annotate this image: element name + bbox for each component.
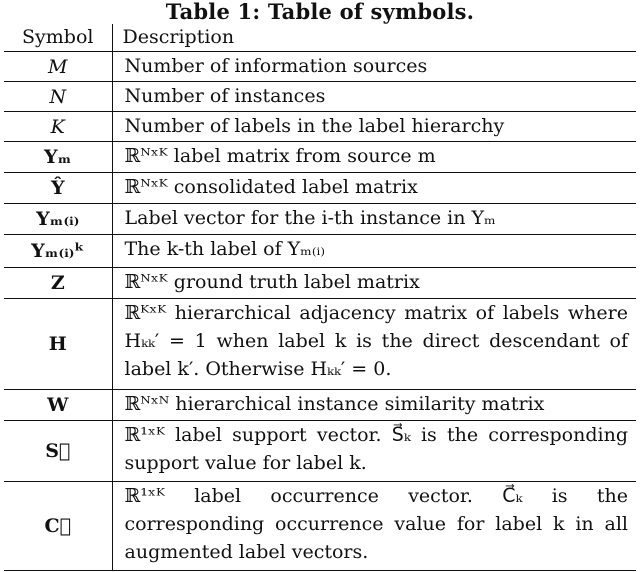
table-row [4, 421, 636, 482]
description-cell: Label vector for the i-th instance in Yₘ [112, 204, 636, 235]
symbol-cell: C⃗ [4, 482, 112, 571]
symbol-cell: S⃗ [4, 421, 112, 482]
table-row [4, 52, 636, 82]
symbol-cell: Z [4, 268, 112, 299]
header-description: Description [112, 24, 636, 52]
symbol-cell: N [4, 82, 112, 112]
description-cell: The k-th label of Yₘ₍ᵢ₎ [112, 235, 636, 268]
table-header-row [4, 24, 636, 52]
description-cell: ℝ¹ˣᴷ label occurrence vector. C⃗ₖ is the corresponding occurrence value for label k in all augmented label vectors. [112, 482, 636, 571]
symbol-cell: Yₘ₍ᵢ₎ [4, 204, 112, 235]
symbol-cell: Yₘ₍ᵢ₎ᵏ [4, 235, 112, 268]
description-cell: ℝ¹ˣᴷ label support vector. S⃗ₖ is the corresponding support value for label k. [112, 421, 636, 482]
table-row [4, 482, 636, 571]
symbol-cell: K [4, 112, 112, 142]
description-cell: ℝᴺˣᴺ hierarchical instance similarity matrix [112, 390, 636, 421]
header-symbol: Symbol [4, 24, 112, 52]
table-row [4, 173, 636, 204]
description-cell: Number of labels in the label hierarchy [112, 112, 636, 142]
symbols-table [4, 24, 636, 571]
symbol-cell: M [4, 52, 112, 82]
description-cell: Number of instances [112, 82, 636, 112]
table-row [4, 204, 636, 235]
symbol-cell: W [4, 390, 112, 421]
table-row [4, 82, 636, 112]
description-cell: ℝᴺˣᴷ ground truth label matrix [112, 268, 636, 299]
table-caption: Table 1: Table of symbols. [165, 0, 475, 24]
table-row [4, 390, 636, 421]
description-cell: Number of information sources [112, 52, 636, 82]
table-row [4, 268, 636, 299]
table-row [4, 235, 636, 268]
table-row [4, 299, 636, 390]
description-cell: ℝᴷˣᴷ hierarchical adjacency matrix of labels where Hₖₖ′ = 1 when label k is the direct descendant of label k′. Otherwise Hₖₖ′ = 0. [112, 299, 636, 390]
symbol-cell: Ŷ [4, 173, 112, 204]
symbol-cell: H [4, 299, 112, 390]
table-row [4, 142, 636, 173]
description-cell: ℝᴺˣᴷ consolidated label matrix [112, 173, 636, 204]
table-row [4, 112, 636, 142]
symbol-cell: Yₘ [4, 142, 112, 173]
description-cell: ℝᴺˣᴷ label matrix from source m [112, 142, 636, 173]
